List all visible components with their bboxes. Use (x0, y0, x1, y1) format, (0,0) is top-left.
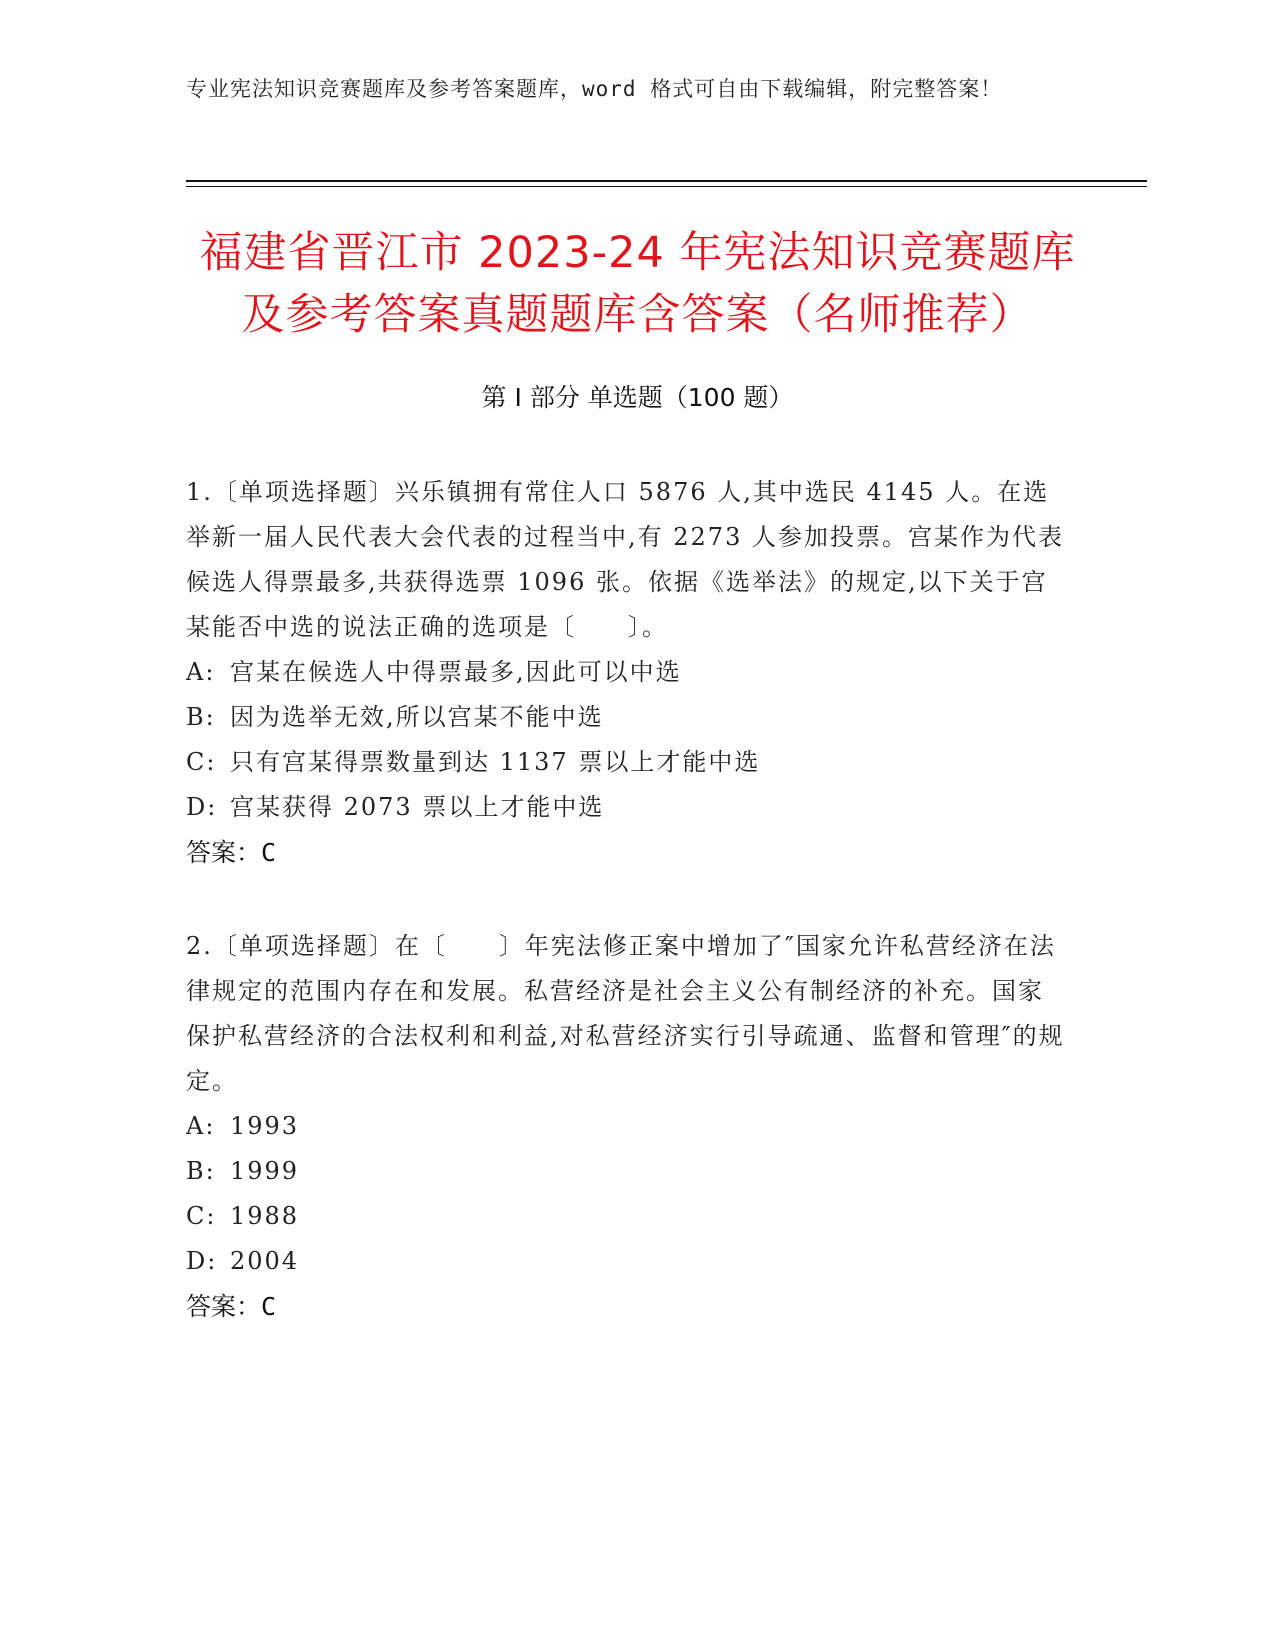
answer-value: C (261, 838, 277, 867)
option-text: 宫某获得 2073 票以上才能中选 (230, 793, 605, 821)
option-key: A: (186, 658, 216, 686)
answer-value: C (261, 1292, 277, 1321)
option-b (186, 1149, 1066, 1194)
option-text: 2004 (230, 1247, 300, 1275)
question-1 (186, 470, 1066, 875)
answer-label: 答案： (186, 838, 262, 867)
option-key: C: (186, 748, 217, 776)
document-header-note: 专业宪法知识竞赛题库及参考答案题库，word 格式可自由下载编辑，附完整答案！ (186, 77, 1003, 101)
option-key: D: (186, 793, 218, 821)
option-list (186, 650, 1066, 830)
document-title-line-1: 福建省晋江市 2023-24 年宪法知识竞赛题库 (199, 228, 1076, 278)
question-2 (186, 924, 1066, 1329)
option-text: 1988 (230, 1202, 300, 1230)
answer-label: 答案： (186, 1292, 262, 1321)
document-title (150, 222, 1125, 346)
option-key: D: (186, 1247, 218, 1275)
option-key: C: (186, 1202, 217, 1230)
question-stem: 1.〔单项选择题〕兴乐镇拥有常住人口 5876 人,其中选民 4145 人。在选举新一届人民代表大会代表的过程当中,有 2273 人参加投票。宫某作为代表候选人得票最多,共获得选票 1096 张。依据《选举法》的规定,以下关于宫某能否中选的说法正确的选项是〔 〕。 (186, 478, 1064, 641)
answer-line (186, 1284, 1066, 1329)
option-text: 1999 (230, 1157, 300, 1185)
option-a (186, 650, 1066, 695)
section-heading: 第 I 部分 单选题（100 题） (481, 383, 794, 412)
option-d (186, 1239, 1066, 1284)
document-title-line-2: 及参考答案真题题库含答案（名师推荐） (241, 290, 1034, 340)
header-divider-thick (186, 180, 1147, 182)
header-divider-thin (186, 186, 1147, 187)
option-text: 只有宫某得票数量到达 1137 票以上才能中选 (230, 748, 761, 776)
option-a (186, 1104, 1066, 1149)
question-stem: 2.〔单项选择题〕在〔 〕年宪法修正案中增加了″国家允许私营经济在法律规定的范围内存在和发展。私营经济是社会主义公有制经济的补充。国家保护私营经济的合法权利和利益,对私营经济实行引导疏通、监督和管理″的规定。 (186, 932, 1065, 1095)
option-b (186, 695, 1066, 740)
option-key: A: (186, 1112, 216, 1140)
option-d (186, 785, 1066, 830)
option-key: B: (186, 1157, 216, 1185)
option-list (186, 1104, 1066, 1284)
option-c (186, 1194, 1066, 1239)
option-text: 因为选举无效,所以宫某不能中选 (230, 703, 604, 731)
option-text: 宫某在候选人中得票最多,因此可以中选 (230, 658, 682, 686)
answer-line (186, 830, 1066, 875)
option-key: B: (186, 703, 216, 731)
option-text: 1993 (230, 1112, 300, 1140)
option-c (186, 740, 1066, 785)
